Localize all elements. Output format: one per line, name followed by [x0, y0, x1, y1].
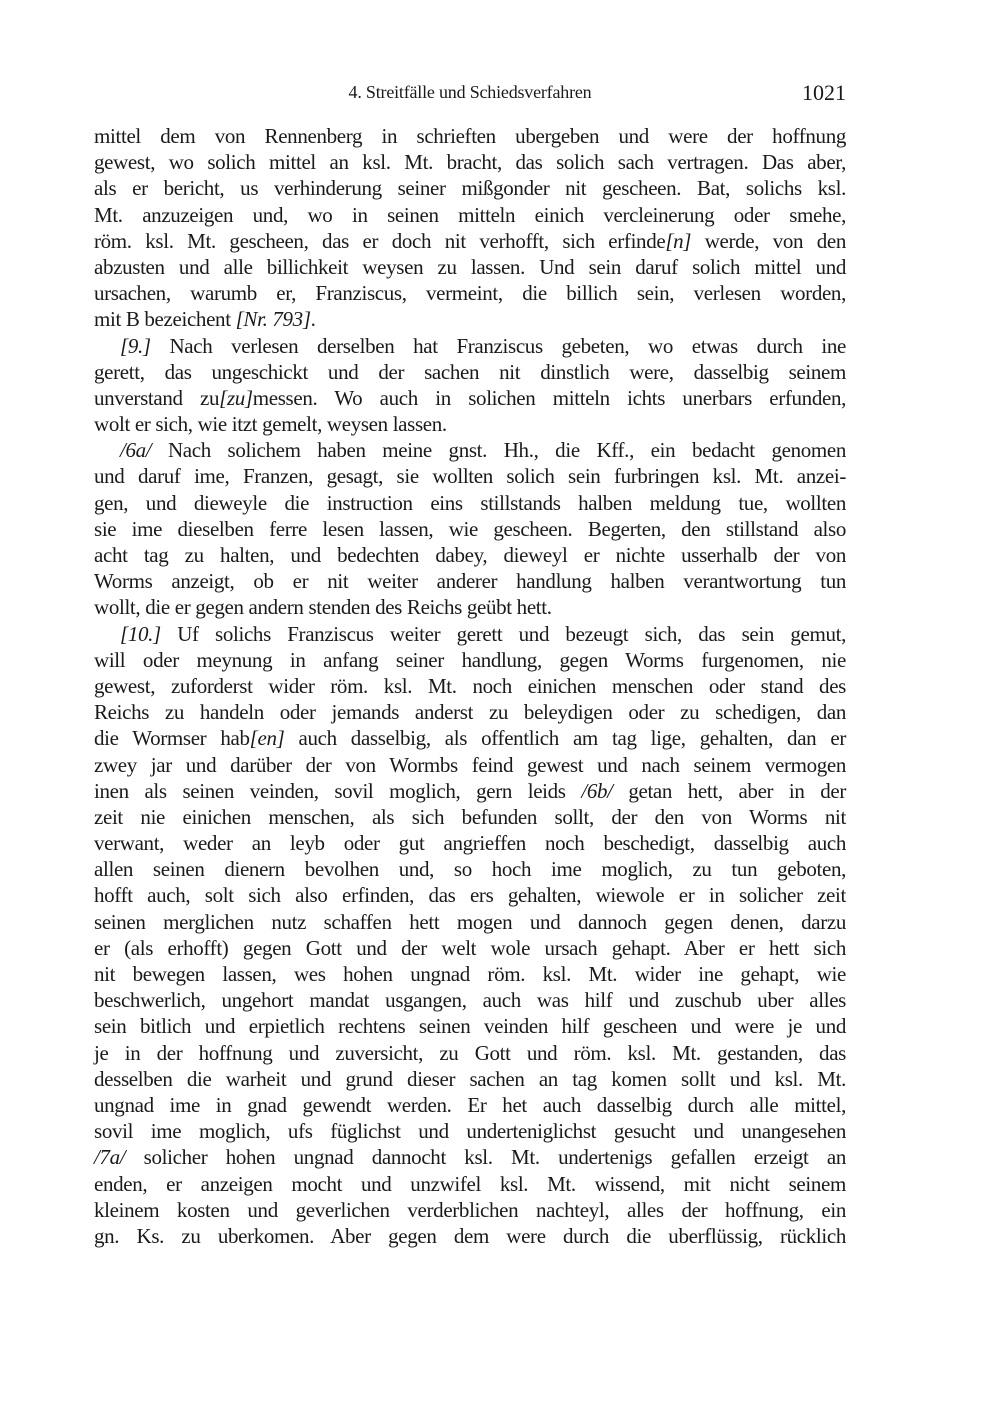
editorial-marker: [zu]	[219, 385, 253, 410]
text-line: sein bitlich und erpietlich rechtens seinen veinden hilf gescheen und were je und	[94, 1014, 846, 1039]
text-line: desselben die warheit und grund dieser sachen an tag komen sollt und ksl. Mt.	[94, 1066, 846, 1091]
text-line	[94, 306, 846, 332]
text-line: sovil ime moglich, ufs füglichst und underteniglichst gesucht und unangesehen	[94, 1119, 846, 1144]
text-line: gewest, wo solich mittel an ksl. Mt. bracht, das solich sach vertragen. Das aber,	[94, 150, 846, 175]
text-segment: mit B bezeichent	[94, 307, 236, 332]
text-line: verwant, weder an leyb oder gut angrieffen noch beschedigt, dasselbig auch	[94, 831, 846, 856]
text-line: zwey jar und darüber der von Wormbs feind gewest und nach seinem vermogen	[94, 752, 846, 777]
text-line	[94, 385, 846, 411]
text-line: seinen merglichen nutz schaffen hett mogen und dannoch gegen denen, darzu	[94, 909, 846, 934]
text-segment: röm. ksl. Mt. gescheen, das er doch nit verhofft, sich erfinde	[94, 228, 666, 253]
editorial-marker: [Nr. 793]	[235, 307, 311, 332]
page-number: 1021	[802, 80, 846, 105]
editorial-marker: [n]	[665, 228, 692, 253]
text-line: nit bewegen lassen, wes hohen ungnad röm. ksl. Mt. wider ine gehapt, wie	[94, 962, 846, 986]
text-segment: unverstand zu	[94, 385, 220, 410]
editorial-marker: [10.]	[120, 621, 161, 646]
text-line: gerett, das ungeschickt und der sachen nit dinstlich were, dasselbig seinem	[94, 359, 846, 384]
text-line: wolt er sich, wie itzt gemelt, weysen lassen.	[94, 412, 447, 437]
text-line	[94, 725, 846, 751]
text-segment: auch dasselbig, als offentlich am tag lige, gehalten, dan er	[284, 726, 846, 751]
editorial-marker: [9.]	[120, 333, 151, 358]
text-line: Reichs zu handeln oder jemands anderst zu beleydigen oder zu schedigen, dan	[94, 700, 846, 725]
text-line	[94, 333, 846, 359]
running-head	[94, 80, 846, 106]
text-line: abzusten und alle billichkeit weysen zu lassen. Und sein daruf solich mittel und	[94, 254, 846, 279]
body-text	[94, 123, 846, 1249]
editorial-marker: /7a/	[94, 1145, 126, 1170]
editorial-marker: /6a/	[120, 438, 152, 463]
editorial-marker: [en]	[249, 726, 285, 751]
text-line: hofft auch, solt sich also erfinden, das ers gehalten, wiewole er in solicher zeit	[94, 883, 846, 908]
text-line	[94, 778, 846, 804]
running-head-title: 4. Streitfälle und Schiedsverfahren	[348, 82, 592, 102]
editorial-marker: /6b/	[581, 778, 613, 803]
text-line: allen seinen dienern bevolhen und, so hoch ime moglich, zu tun geboten,	[94, 857, 846, 882]
text-line: Mt. anzuzeigen und, wo in seinen mitteln einich vercleinerung oder smehe,	[94, 202, 846, 227]
text-line: mittel dem von Rennenberg in schrieften ubergeben und were der hoffnung	[94, 124, 846, 148]
text-line: beschwerlich, ungehort mandat usgangen, auch was hilf und zuschub uber alles	[94, 988, 846, 1013]
text-segment: getan hett, aber in der	[612, 778, 846, 803]
text-line: er (als erhofft) gegen Gott und der welt wole ursach gehapt. Aber er hett sich	[94, 935, 846, 960]
text-line: ursachen, warumb er, Franziscus, vermeint, die billich sein, verlesen worden,	[94, 281, 846, 306]
text-segment: Uf solichs Franziscus weiter gerett und bezeugt sich, das sein gemut,	[160, 621, 846, 646]
text-segment: solicher hohen ungnad dannocht ksl. Mt. undertenigs gefallen erzeigt an	[125, 1145, 846, 1170]
text-line: gen, und dieweyle die instruction eins stillstands halben meldung tue, wollten	[94, 490, 846, 515]
text-line	[94, 621, 846, 647]
text-line: Worms anzeigt, ob er nit weiter anderer handlung halben verantwortung tun	[94, 569, 846, 594]
text-line: kleinem kosten und geverlichen verderblichen nachteyl, alles der hoffnung, ein	[94, 1197, 846, 1222]
text-line: und daruf ime, Franzen, gesagt, sie wollten solich sein furbringen ksl. Mt. anzei-	[94, 464, 846, 489]
text-segment: Nach solichem haben meine gnst. Hh., die Kff., ein bedacht genomen	[151, 438, 846, 463]
text-line: gewest, zuforderst wider röm. ksl. Mt. noch einichen menschen oder stand des	[94, 673, 846, 698]
text-line: will oder meynung in anfang seiner handlung, gegen Worms furgenomen, nie	[94, 647, 846, 672]
text-line: acht tag zu halten, und bedechten dabey, dieweyl er nichte usserhalb der von	[94, 543, 846, 567]
text-line: sie ime dieselben ferre lesen lassen, wie gescheen. Begerten, den stillstand also	[94, 516, 846, 541]
text-line: als er bericht, us verhinderung seiner mißgonder nit gescheen. Bat, solichs ksl.	[94, 176, 846, 201]
text-line: gn. Ks. zu uberkomen. Aber gegen dem were durch die uberflüssig, rücklich	[94, 1223, 846, 1248]
text-line: je in der hoffnung und zuversicht, zu Gott und röm. ksl. Mt. gestanden, das	[94, 1040, 846, 1065]
text-line: zeit nie einichen menschen, als sich befunden sollt, der den von Worms nit	[94, 804, 846, 829]
text-segment: inen als seinen veinden, sovil moglich, gern leids	[94, 778, 582, 803]
text-segment: Nach verlesen derselben hat Franziscus gebeten, wo etwas durch ine	[150, 333, 846, 358]
text-line	[94, 437, 846, 463]
text-line: wollt, die er gegen andern stenden des Reichs geübt hett.	[94, 595, 552, 620]
text-segment: .	[310, 307, 316, 332]
text-segment: werde, von den	[691, 228, 846, 253]
text-segment: messen. Wo auch in solichen mitteln ichts unerbars erfunden,	[252, 385, 846, 410]
text-line	[94, 1144, 846, 1170]
text-line: ungnad ime in gnad gewendt werden. Er het auch dasselbig durch alle mittel,	[94, 1092, 846, 1117]
text-line: enden, er anzeigen mocht und unzwifel ksl. Mt. wissend, mit nicht seinem	[94, 1171, 846, 1196]
text-segment: die Wormser hab	[94, 726, 250, 751]
text-line	[94, 228, 846, 254]
